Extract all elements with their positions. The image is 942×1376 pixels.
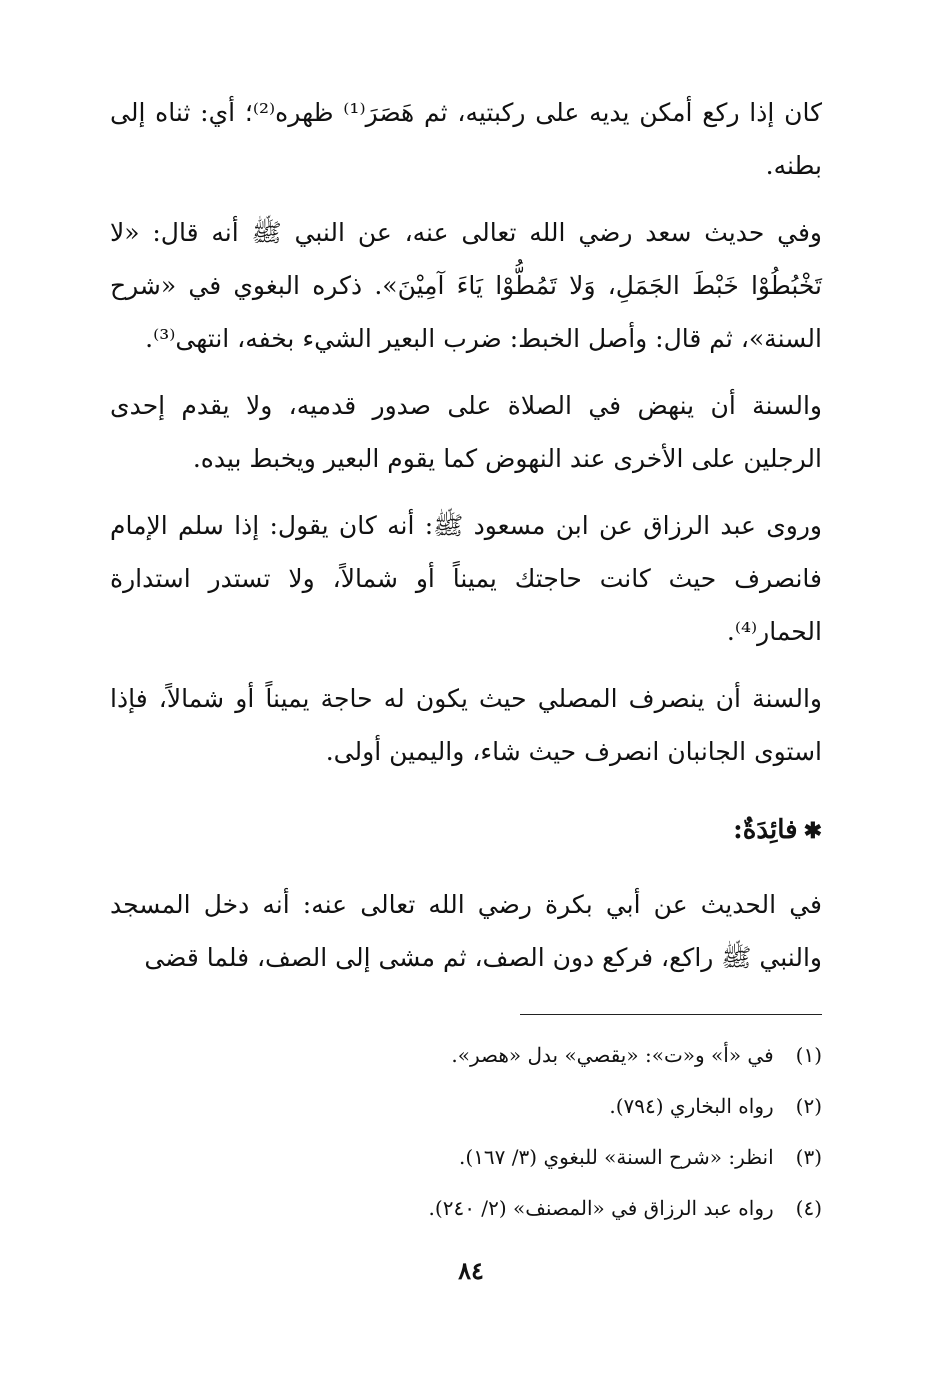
paragraph-3: والسنة أن ينهض في الصلاة على صدور قدميه، ولا يقدم إحدى الرجلين على الأخرى عند النهوض كما يقوم البعير ويخبط بيده. — [110, 391, 822, 473]
paragraph-1: كان إذا ركع أمكن يديه على ركبتيه، ثم هَصَرَ⁽¹⁾ ظهره⁽²⁾؛ أي: ثناه إلى بطنه. — [110, 98, 822, 180]
main-text-block — [110, 86, 822, 778]
footnote-text: رواه البخاري (٧٩٤). — [609, 1094, 774, 1118]
star-icon: ✱ — [803, 818, 822, 844]
footnote-1 — [429, 1030, 822, 1081]
footnote-text: في «أ» و«ت»: «يقصي» بدل «هصر». — [451, 1043, 774, 1067]
heading-label: فائِدَةٌ: — [733, 815, 798, 845]
footnote-3 — [429, 1132, 822, 1183]
footnotes — [429, 1030, 822, 1234]
after-heading-text-block — [110, 878, 822, 984]
footnote-4 — [429, 1183, 822, 1234]
footnote-separator — [520, 1014, 822, 1015]
footnote-2 — [429, 1081, 822, 1132]
paragraph-2: وفي حديث سعد رضي الله تعالى عنه، عن النبي ﷺ أنه قال: «لا تَخْبُطُوْا خَبْطَ الجَمَلِ، وَلا تَمُطُّوْا يَاءَ آمِيْنَ». ذكره البغوي في «شرح السنة»، ثم قال: وأصل الخبط: ضرب البعير الشيء بخفه، انتهى⁽³⁾. — [110, 218, 822, 353]
paragraph-6: في الحديث عن أبي بكرة رضي الله تعالى عنه: أنه دخل المسجد والنبي ﷺ راكع، فركع دون الصف، ثم مشى إلى الصف، فلما قضى — [110, 890, 822, 972]
footnote-text: انظر: «شرح السنة» للبغوي (٣/ ١٦٧). — [459, 1145, 774, 1169]
footnote-number: (٢) — [795, 1094, 822, 1118]
footnote-number: (٣) — [795, 1145, 822, 1169]
paragraph-5: والسنة أن ينصرف المصلي حيث يكون له حاجة يميناً أو شمالاً، فإذا استوى الجانبان انصرف حيث شاء، واليمين أولى. — [110, 684, 822, 766]
footnote-number: (١) — [795, 1043, 822, 1067]
footnote-text: رواه عبد الرزاق في «المصنف» (٢/ ٢٤٠). — [428, 1196, 774, 1220]
footnote-number: (٤) — [795, 1196, 822, 1220]
page-number: ٨٤ — [458, 1256, 484, 1285]
paragraph-4: وروى عبد الرزاق عن ابن مسعود ﷺ: أنه كان يقول: إذا سلم الإمام فانصرف حيث كانت حاجتك يميناً أو شمالاً، ولا تستدر استدارة الحمار⁽⁴⁾. — [110, 511, 822, 646]
section-heading — [733, 815, 822, 845]
